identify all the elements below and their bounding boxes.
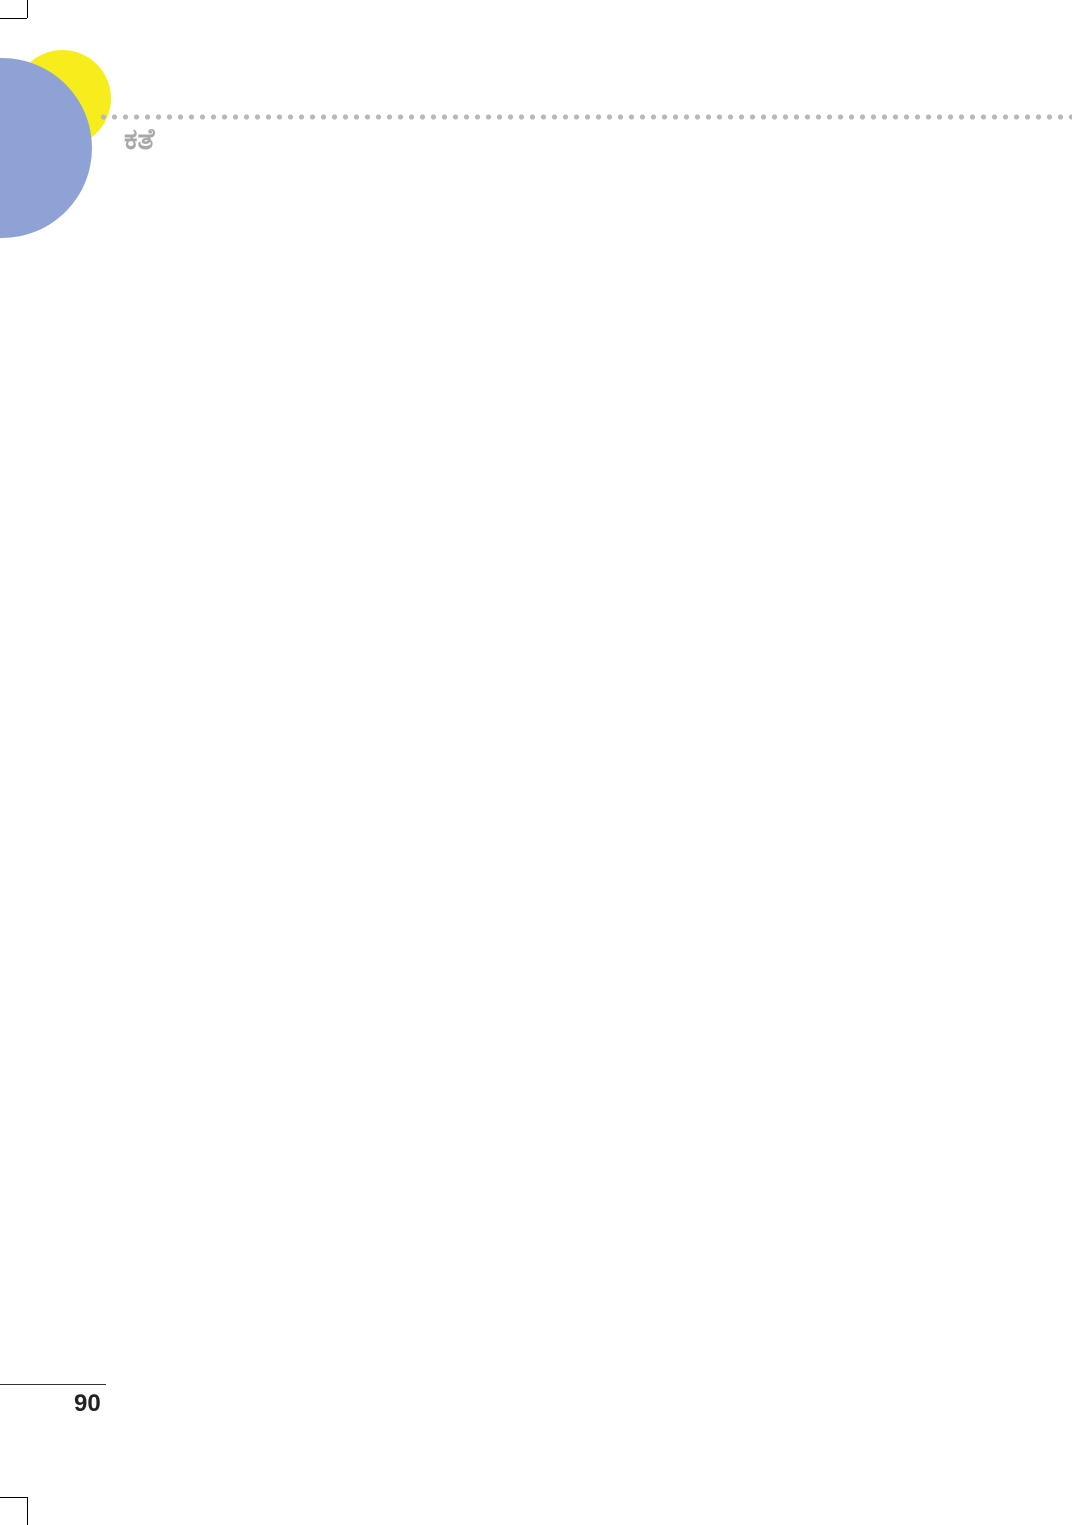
crop-mark-bottom-left <box>27 1497 28 1525</box>
crop-mark-top-left <box>27 0 28 18</box>
page-number: 90 <box>74 1390 101 1417</box>
page-number-rule <box>0 1384 106 1385</box>
section-label: ಕತೆ <box>124 122 155 157</box>
article-body <box>158 196 903 1386</box>
crop-mark-bottom-left <box>0 1497 27 1498</box>
crop-mark-top-left <box>0 18 27 19</box>
dotted-header-rule <box>98 113 1072 121</box>
